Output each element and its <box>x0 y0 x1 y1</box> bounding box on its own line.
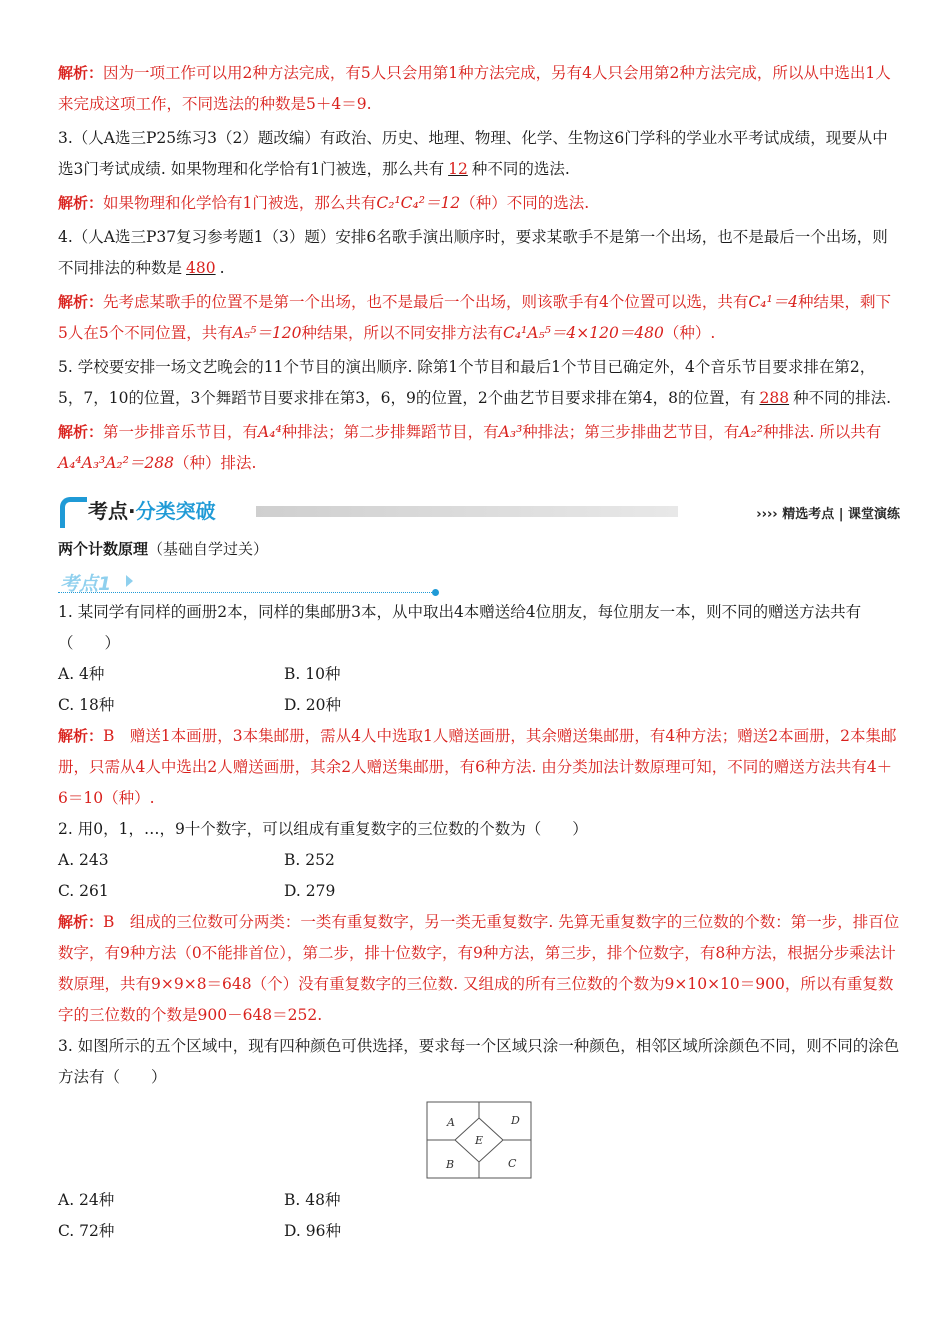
topic-badge-label: 考点1 <box>60 573 112 595</box>
question-text: 4.（人A选三P37复习参考题1（3）题）安排6名歌手演出顺序时，要求某歌手不是第一个出场，也不是最后一个出场，则不同排法的种数是 <box>58 228 888 277</box>
option-d[interactable]: D. 279 <box>284 882 336 900</box>
option-c[interactable]: C. 18种 <box>58 696 115 714</box>
formula: A₄⁴A₃³A₂²＝288 <box>58 454 174 472</box>
formula: A₅⁵＝120 <box>232 324 302 342</box>
banner-bar <box>256 506 678 517</box>
question-text: 3.（人A选三P25练习3（2）题改编）有政治、历史、地理、物理、化学、生物这6门学科的学业水平考试成绩，现要从中选3门考试成绩. 如果物理和化学恰有1门被选，那么共有 <box>58 129 888 178</box>
solution-text: 第一步排音乐节目，有 <box>103 423 259 441</box>
solution-label: 解析： <box>58 64 104 82</box>
option-b[interactable]: B. 252 <box>284 851 335 869</box>
exercise-3: 3. 如图所示的五个区域中，现有四种颜色可供选择，要求每一个区域只涂一种颜色，相邻区域所涂颜色不同，则不同的涂色方法有（ ） <box>58 1037 900 1086</box>
section-title-text: 两个计数原理 <box>58 540 149 558</box>
solution-label: 解析： <box>58 194 104 212</box>
question-text-end: 种不同的排法. <box>793 389 892 407</box>
formula: A₃³ <box>498 423 523 441</box>
region-label-a: A <box>447 1116 455 1129</box>
solution-label: 解析： <box>58 913 104 931</box>
option-d[interactable]: D. 20种 <box>284 696 341 714</box>
solution-text: 如果物理和化学恰有1门被选，那么共有 <box>103 194 377 212</box>
solution-q2 <box>58 58 900 120</box>
solution-label: 解析： <box>58 293 104 311</box>
exercise-2: 2. 用0，1，…，9十个数字，可以组成有重复数字的三位数的个数为（ ） <box>58 820 588 838</box>
section-banner <box>58 493 900 529</box>
topic-badge <box>58 569 900 593</box>
option-c[interactable]: C. 72种 <box>58 1222 115 1240</box>
formula: C₂¹C₄²＝12 <box>376 194 461 212</box>
banner-bracket-icon <box>60 497 87 528</box>
solution-text: 因为一项工作可以用2种方法完成，有5人只会用第1种方法完成，另有4人只会用第2种方法完成，所以从中选出1人来完成这项工作，不同选法的种数是5＋4＝9. <box>58 64 891 113</box>
solution-q4 <box>58 287 900 349</box>
solution-text-end: （种）不同的选法. <box>460 194 590 212</box>
dot-icon <box>432 589 439 596</box>
formula: C₄¹A₅⁵＝4×120＝480 <box>502 324 664 342</box>
solution-label: 解析： <box>58 727 104 745</box>
triangle-icon <box>126 575 133 587</box>
banner-title-a: 考点· <box>88 499 136 523</box>
option-c[interactable]: C. 261 <box>58 882 109 900</box>
solution-text: B 赠送1本画册，3本集邮册，需从4人中选取1人赠送画册，其余赠送集邮册，有4种方法；赠送2本画册，2本集邮册，只需从4人中选出2人赠送画册，其余2人赠送集邮册，有6种方法. 由分类加法计数原理可知，不同的赠送方法共有4＋6＝10（种）. <box>58 727 897 807</box>
question-3 <box>58 123 900 185</box>
option-a[interactable]: A. 243 <box>58 851 109 869</box>
solution-text-end: （种）排法. <box>173 454 257 472</box>
question-text-end: . <box>219 259 225 277</box>
region-diagram-svg <box>426 1101 532 1179</box>
region-diagram <box>58 1101 900 1179</box>
solution-text: 种结果，剩下5人在5个不同位置，共有 <box>58 293 892 342</box>
solution-text: 先考虑某歌手的位置不是第一个出场，也不是最后一个出场，则该歌手有4个位置可以选，共有 <box>103 293 749 311</box>
banner-title <box>88 495 216 524</box>
option-b[interactable]: B. 10种 <box>284 665 341 683</box>
exercise-1: 1. 某同学有同样的画册2本，同样的集邮册3本，从中取出4本赠送给4位朋友，每位朋友一本，则不同的赠送方法共有（ ） <box>58 603 862 652</box>
solution-text: 种排法；第二步排舞蹈节目，有 <box>281 423 499 441</box>
solution-text-end: （种）. <box>663 324 716 342</box>
question-text-end: 种不同的选法. <box>471 160 570 178</box>
answer-blank: 480 <box>186 259 216 277</box>
solution-text: 种排法；第三步排曲艺节目，有 <box>522 423 740 441</box>
section-note: （基础自学过关） <box>148 540 269 558</box>
region-label-c: C <box>508 1157 517 1170</box>
region-label-b: B <box>446 1158 455 1171</box>
region-label-e: E <box>475 1134 484 1147</box>
exercise-2-options-row1 <box>58 845 900 876</box>
banner-tag: ›››› 精选考点 | 课堂演练 <box>756 507 900 522</box>
formula: C₄¹＝4 <box>748 293 799 311</box>
formula: A₄⁴ <box>258 423 282 441</box>
exercise-3-options-row1 <box>58 1185 900 1216</box>
solution-text: 种结果，所以不同安排方法有 <box>301 324 503 342</box>
exercise-3-options-row2 <box>58 1216 900 1247</box>
exercise-1-options-row1 <box>58 659 900 690</box>
option-d[interactable]: D. 96种 <box>284 1222 341 1240</box>
option-b[interactable]: B. 48种 <box>284 1191 341 1209</box>
solution-e1 <box>58 721 900 814</box>
option-a[interactable]: A. 24种 <box>58 1191 115 1209</box>
answer-blank: 288 <box>759 389 790 407</box>
banner-title-b: 分类突破 <box>135 499 216 523</box>
exercise-2-options-row2 <box>58 876 900 907</box>
solution-q5 <box>58 417 900 479</box>
dotted-divider <box>58 592 436 593</box>
question-5 <box>58 352 900 414</box>
question-text: 5. 学校要安排一场文艺晚会的11个节目的演出顺序. 除第1个节目和最后1个节目已确定外，4个音乐节目要求排在第2，5，7，10的位置，3个舞蹈节目要求排在第3，6，9的位置，2个曲艺节目要求排在第4，8的位置，有 <box>58 358 876 407</box>
document-page <box>58 58 900 1247</box>
solution-text: B 组成的三位数可分两类：一类有重复数字，另一类无重复数字. 先算无重复数字的三位数的个数：第一步，排百位数字，有9种方法（0不能排首位），第二步，排十位数字，有9种方法，第三步，排个位数字，有8种方法，根据分步乘法计数原理，共有9×9×8＝648（个）没有重复数字的三位数. 又组成的所有三位数的个数为9×10×10＝900，所以有重复数字的三位数的个数是900－648＝252. <box>58 913 900 1024</box>
answer-blank: 12 <box>448 160 468 178</box>
question-4 <box>58 222 900 284</box>
region-label-d: D <box>511 1114 520 1127</box>
exercise-1-options-row2 <box>58 690 900 721</box>
formula: A₂² <box>739 423 763 441</box>
section-title <box>58 535 900 563</box>
solution-e2 <box>58 907 900 1031</box>
option-a[interactable]: A. 4种 <box>58 665 105 683</box>
solution-q3 <box>58 188 900 219</box>
solution-label: 解析： <box>58 423 104 441</box>
solution-text: 种排法. 所以共有 <box>762 423 882 441</box>
